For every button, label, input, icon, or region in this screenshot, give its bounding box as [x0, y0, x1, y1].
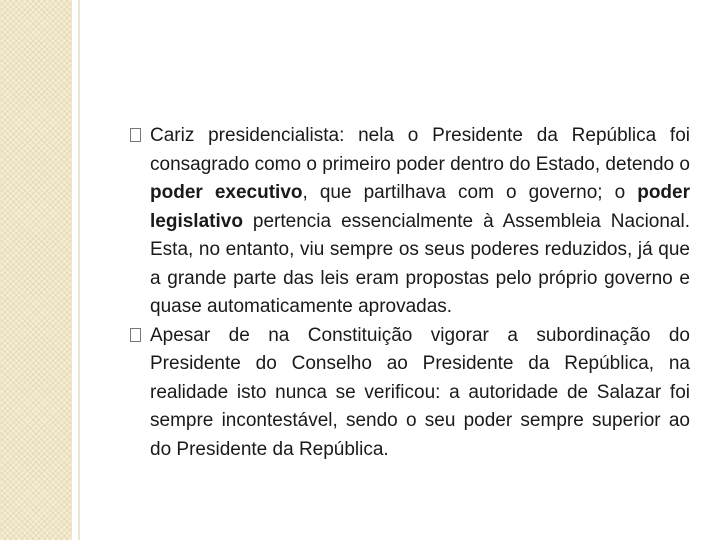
bullet-1-text-part-1: Cariz presidencialista: nela o Presidente da República foi consagrado como o primeiro poder dentro do Estado, detendo o [150, 125, 690, 175]
bullet-item-2 [130, 322, 690, 465]
bullet-1-text-part-3: pertencia essencialmente à Assembleia Nacional. Esta, no entanto, viu sempre os seus poderes reduzidos, já que a grande parte das leis eram propostas pelo próprio governo e quase automaticamente aprovadas. [150, 210, 690, 317]
bullet-1-bold-poder-legislativo: poder legislativo [150, 182, 690, 232]
box-bullet-icon [130, 328, 141, 342]
bullet-item-1 [130, 122, 690, 322]
box-bullet-icon [130, 128, 141, 142]
bullet-1-bold-poder-executivo: poder executivo [150, 182, 303, 203]
slide-content [130, 122, 690, 464]
decorative-side-band [0, 0, 72, 540]
decorative-side-rule [78, 0, 80, 540]
bullet-1-text-part-2: , que partilhava com o governo; o [302, 182, 638, 203]
bullet-2-text: Apesar de na Constituição vigorar a subordinação do Presidente do Conselho ao Presidente da República, na realidade isto nunca se verificou: a autoridade de Salazar foi sempre incontestável, sendo o seu poder sempre superior ao do Presidente da República. [150, 324, 690, 460]
